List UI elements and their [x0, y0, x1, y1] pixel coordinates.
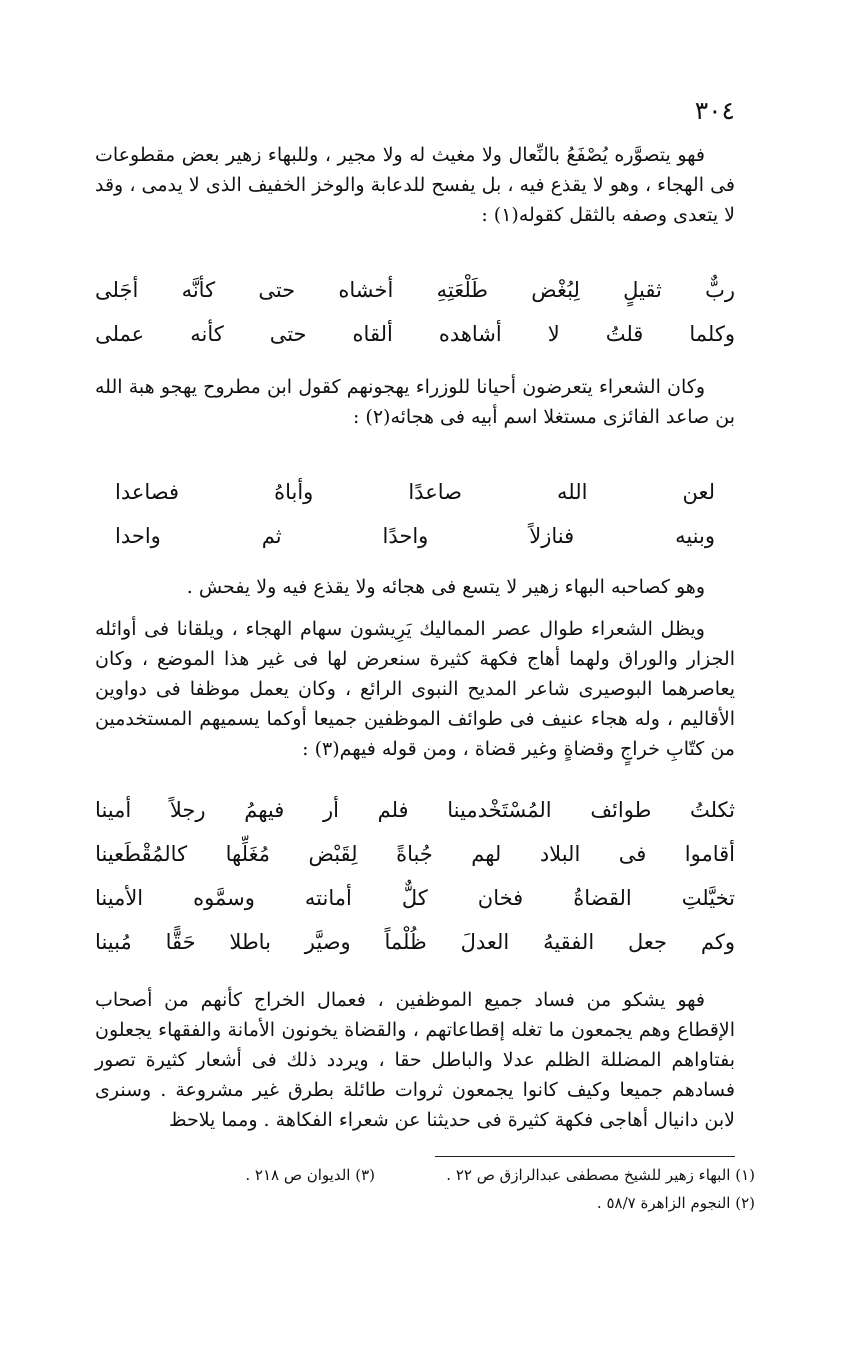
verse-line [95, 920, 735, 964]
verse-word: الله [557, 480, 588, 504]
verse-word: أمينا [95, 798, 132, 822]
verse-word: ثكلتُ [689, 798, 735, 822]
verse-word: ثقيلٍ [623, 278, 662, 302]
verse-word: فنازلاً [529, 524, 575, 548]
verse-word: لِقَبْض [308, 842, 358, 866]
verse-word: لِبُغْض [531, 278, 580, 302]
verse-word: فلم [377, 798, 409, 822]
verse-word: الأمينا [95, 886, 144, 910]
verse-line [95, 268, 735, 312]
verse-line [95, 832, 735, 876]
verse-word: القضاةُ [573, 886, 632, 910]
page-number: ٣٠٤ [694, 96, 735, 125]
verse-word: جعل [628, 930, 668, 954]
poem-2 [95, 470, 735, 558]
verse-word: كلٌّ [401, 886, 428, 910]
verse-word: لهم [471, 842, 502, 866]
footnote-divider [435, 1156, 735, 1157]
verse-word: مُبينا [95, 930, 132, 954]
verse-word: ثم [261, 524, 282, 548]
footnote-3: (٣) الديوان ص ٢١٨ . [245, 1166, 375, 1184]
verse-word: عملى [95, 322, 145, 346]
verse-word: كأنه [190, 322, 224, 346]
poem-3 [95, 788, 735, 964]
verse-word: فخان [477, 886, 524, 910]
verse-word: طوائف [590, 798, 652, 822]
paragraph-2: وكان الشعراء يتعرضون أحيانا للوزراء يهجونهم كقول ابن مطروح يهجو هبة الله بن صاعد الفائزى مستغلا اسم أبيه فى هجائه(٢) : [95, 376, 735, 428]
verse-line [115, 470, 715, 514]
verse-word: العدلَ [460, 930, 510, 954]
verse-word: وبنيه [675, 524, 715, 548]
verse-word: أجَلى [95, 278, 139, 302]
paragraph-4: ويظل الشعراء طوال عصر المماليك يَرِيشون سهام الهجاء ، ويلقانا فى أوائله الجزار والوراق ولهما أهاج فكهة كثيرة سنعرض لها فى غير هذا الموضع ، وكان يعاصرهما البوصيرى شاعر المديح النبوى الرائع ، وكان يعمل موظفا فى دواوين الأقاليم ، وله هجاء عنيف فى طوائف الموظفين جميعا أوكما يسميهم المستخدمين من كتّابِ خراجٍ وقضاةٍ وغير قضاة ، ومن قوله فيهم(٣) : [95, 618, 735, 760]
verse-word: أمانته [304, 886, 352, 910]
verse-word: المُسْتَخْدمينا [447, 798, 552, 822]
verse-word: واحدًا [382, 524, 429, 548]
verse-word: حتى [269, 322, 307, 346]
verse-word: ظُلْماً [384, 930, 427, 954]
verse-word: فى [618, 842, 647, 866]
verse-word: وسمَّوه [193, 886, 255, 910]
verse-word: صاعدًا [408, 480, 462, 504]
verse-word: وكم [700, 930, 735, 954]
verse-word: ألقاه [352, 322, 393, 346]
verse-word: حتى [258, 278, 296, 302]
verse-word: أشاهده [438, 322, 502, 346]
verse-word: وكلما [689, 322, 735, 346]
footnote-1: (١) البهاء زهير للشيخ مصطفى عبدالرازق ص ٢٢ . [446, 1166, 755, 1184]
verse-word: طَلْعَتِهِ [436, 278, 489, 302]
verse-line [95, 876, 735, 920]
verse-word: فيهمُ [244, 798, 285, 822]
verse-word: لا [547, 322, 560, 346]
verse-word: باطلا [229, 930, 271, 954]
verse-word: كالمُقْطَعينا [95, 842, 188, 866]
paragraph-3: وهو كصاحبه البهاء زهير لا يتسع فى هجائه ولا يقذع فيه ولا يفحش . [186, 576, 705, 598]
verse-word: رجلاً [169, 798, 206, 822]
verse-line [115, 514, 715, 558]
verse-word: جُباةً [396, 842, 433, 866]
poem-1 [95, 268, 735, 356]
verse-word: لعن [682, 480, 715, 504]
verse-word: أقاموا [684, 842, 735, 866]
verse-word: حَقًّا [165, 930, 196, 954]
verse-word: البلاد [539, 842, 581, 866]
verse-word: وأباهُ [274, 480, 314, 504]
verse-word: ربٌّ [705, 278, 735, 302]
verse-line [95, 312, 735, 356]
verse-word: تخيَّلتِ [681, 886, 735, 910]
verse-word: كأنَّه [181, 278, 216, 302]
verse-word: قلتُ [605, 322, 644, 346]
verse-word: أخشاه [338, 278, 394, 302]
verse-word: مُغَلِّها [225, 842, 270, 866]
paragraph-5: فهو يشكو من فساد جميع الموظفين ، فعمال الخراج كأنهم من أصحاب الإقطاع وهم يجمعون ما تغله إقطاعاتهم ، والقضاة يخونون الأمانة والفقهاء يجعلون بفتاواهم المضللة الظلم عدلا والباطل حقا ، ويردد ذلك فى أشعار كثيرة تصور فسادهم جميعا وكيف كانوا يجمعون ثروات طائلة بطرق غير مشروعة . وسنرى لابن دانيال أهاجى فكهة كثيرة فى حديثنا عن شعراء الفكاهة . ومما يلاحظ [95, 989, 735, 1131]
verse-word: فصاعدا [115, 480, 180, 504]
paragraph-1: فهو يتصوَّره يُصْفَعُ بالنِّعال ولا مغيث له ولا مجير ، وللبهاء زهير بعض مقطوعات فى الهجاء ، وهو لا يقذع فيه ، بل يفسح للدعابة والوخز الخفيف الذى لا يدمى ، وقد لا يتعدى وصفه بالثقل كقوله(١) : [95, 144, 735, 226]
verse-line [95, 788, 735, 832]
verse-word: أر [322, 798, 339, 822]
verse-word: وصيَّر [304, 930, 351, 954]
footnote-2: (٢) النجوم الزاهرة ٥٨/٧ . [596, 1194, 755, 1212]
verse-word: واحدا [115, 524, 161, 548]
verse-word: الفقيهُ [543, 930, 595, 954]
